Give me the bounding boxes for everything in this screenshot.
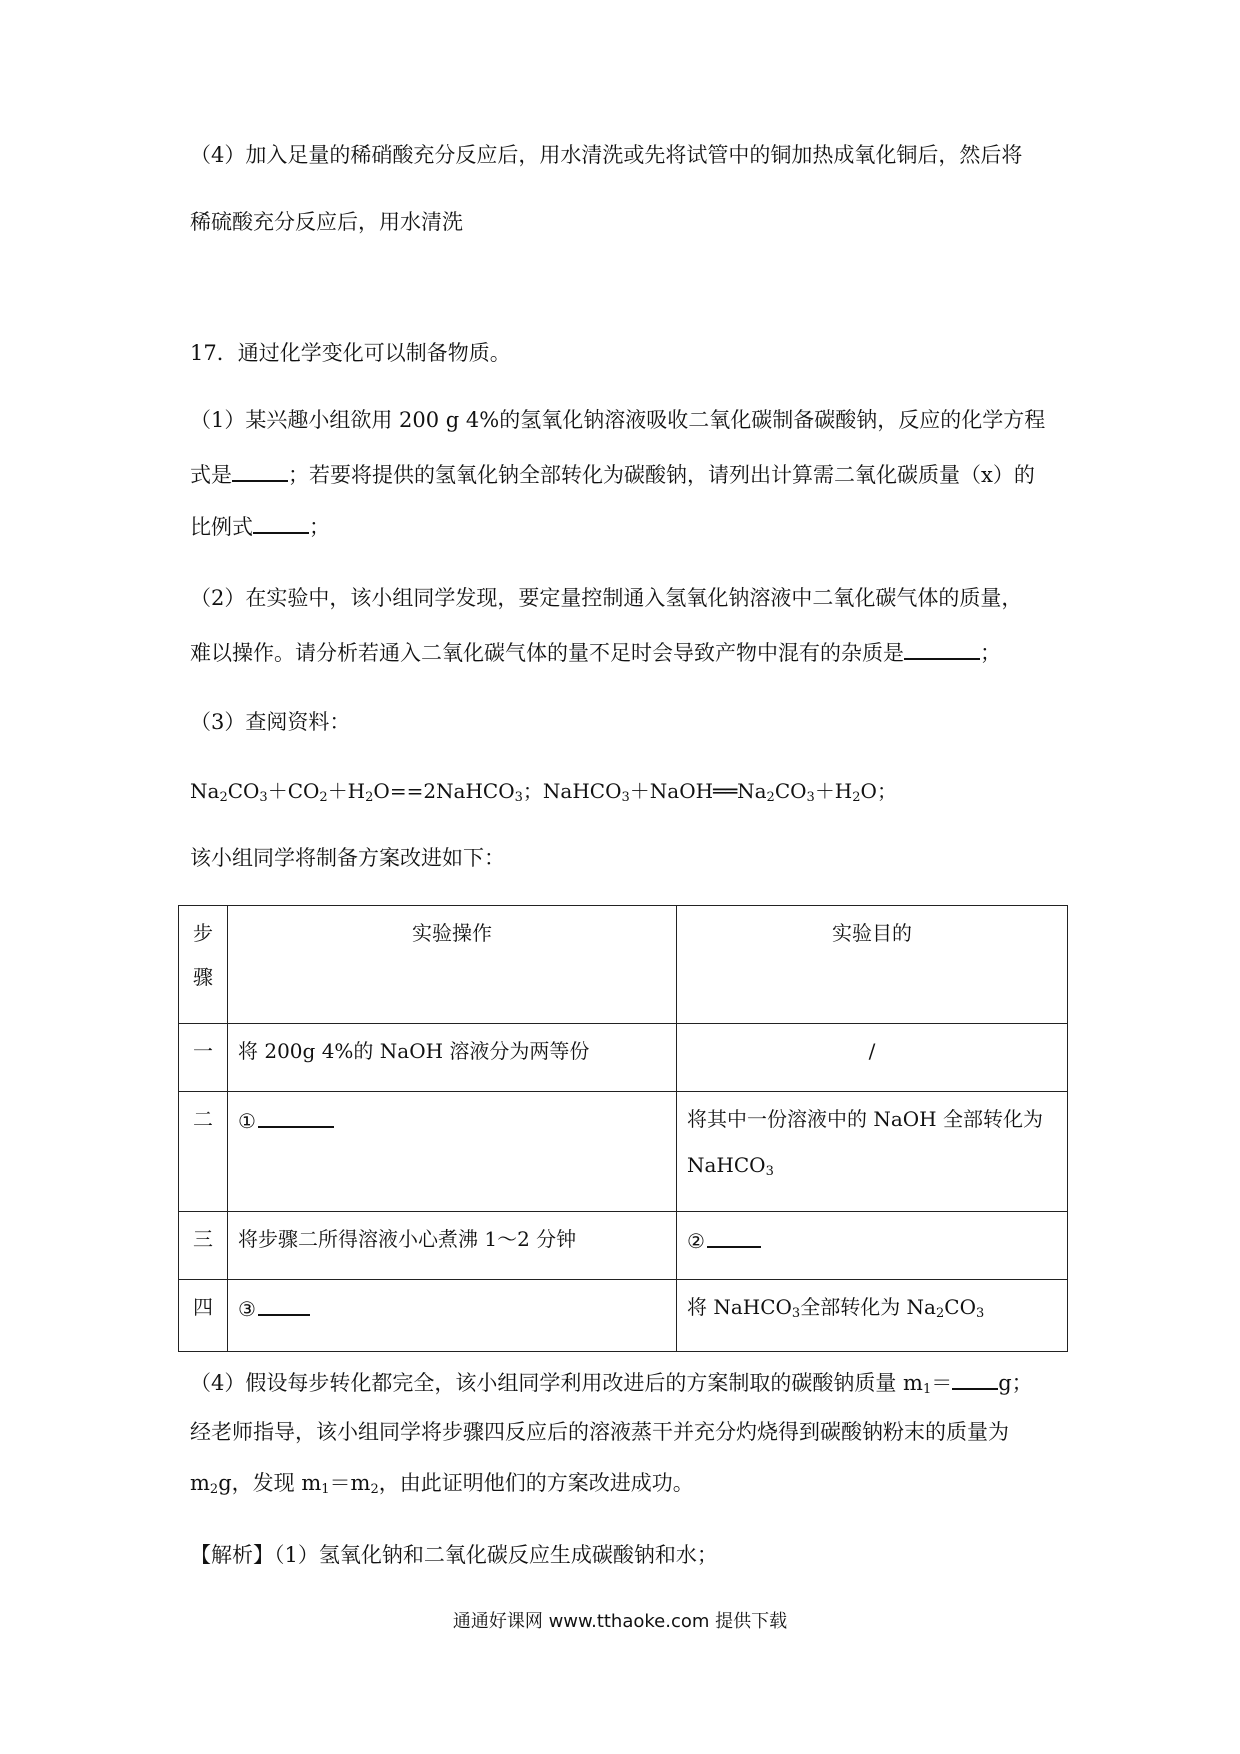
table-header-row [179,906,1068,1024]
header-step [179,906,228,1024]
eq-sub: 3 [806,790,815,805]
part4-text: （4）假设每步转化都完全，该小组同学利用改进后的方案制取的碳酸钠质量 m [190,1371,923,1395]
operation-cell [228,1092,677,1212]
answer-blank-ratio[interactable] [253,510,309,534]
part4-text: m [190,1471,210,1495]
goal-text: 全部转化为 Na [800,1295,936,1319]
blank-marker: ① [238,1109,256,1133]
part2-line2-b: ； [980,641,1001,665]
goal-cell: / [677,1024,1068,1092]
part1-line3 [190,510,330,542]
eq-text: ＋NaOH══Na [629,779,767,803]
eq-text: ＋H [814,779,853,803]
part1-line2-b: ；若要将提供的氢氧化钠全部转化为碳酸钠，请列出计算需二氧化碳质量（x）的 [288,463,1035,487]
header-operation: 实验操作 [228,906,677,1024]
eq-sub: 3 [259,790,268,805]
part4-line1 [190,1366,1033,1398]
part3-title: （3）查阅资料： [190,710,351,734]
goal-text: 将其中一份溶液中的 NaOH 全部转化为 [687,1107,1043,1131]
header-step-char: 步 [193,921,213,945]
analysis-line: 【解析】（1）氢氧化钠和二氧化碳反应生成碳酸钠和水； [190,1543,718,1567]
answer-blank-1[interactable] [258,1104,334,1128]
part4-sub: 2 [209,1482,219,1497]
part2-line2-a: 难以操作。请分析若通入二氧化碳气体的量不足时会导致产物中混有的杂质是 [190,641,904,665]
operation-cell: 将步骤二所得溶液小心煮沸 1～2 分钟 [228,1212,677,1280]
step-cell: 四 [179,1280,228,1352]
part4-line2: 经老师指导，该小组同学将步骤四反应后的溶液蒸干并充分灼烧得到碳酸钠粉末的质量为 [190,1420,1009,1444]
part1-line3-a: 比例式 [190,515,253,539]
formula-sub: 3 [791,1306,801,1321]
step-cell: 一 [179,1024,228,1092]
eq-sub: 2 [766,790,775,805]
table-row [179,1024,1068,1092]
header-step-char: 骤 [193,965,213,989]
eq-text: O； [860,779,897,803]
part1-line1: （1）某兴趣小组欲用 200 g 4%的氢氧化钠溶液吸收二氧化碳制备碳酸钠，反应的化学方程 [190,408,1046,432]
answer-blank-impurity[interactable] [904,636,980,660]
goal-cell [677,1280,1068,1352]
operation-cell [228,1280,677,1352]
answer-blank-equation[interactable] [232,458,288,482]
part4-sub: 2 [370,1482,379,1497]
eq-sub: 2 [852,790,861,805]
prev-answer-line2: 稀硫酸充分反应后，用水清洗 [190,210,463,234]
goal-cell [677,1212,1068,1280]
improve-intro: 该小组同学将制备方案改进如下： [190,846,505,870]
step-cell: 三 [179,1212,228,1280]
question-title: 17．通过化学变化可以制备物质。 [190,341,511,365]
formula-sub: 2 [935,1306,945,1321]
formula-sub: 3 [975,1306,985,1321]
goal-text: 将 NaHCO [687,1295,792,1319]
footer-watermark: 通通好课网 www.tthaoke.com 提供下载 [452,1611,788,1632]
header-goal: 实验目的 [677,906,1068,1024]
blank-marker: ② [687,1229,705,1253]
part4-sub: 1 [321,1482,330,1497]
part4-text: ＝m [329,1471,371,1495]
part1-line2 [190,458,1035,490]
eq-sub: 3 [621,790,630,805]
blank-marker: ③ [238,1297,256,1321]
answer-blank-3[interactable] [258,1292,310,1316]
goal-text-formula [687,1150,1057,1180]
eq-sub: 2 [365,790,374,805]
eq-text: O==2NaHCO [373,779,515,803]
part4-text: g，发现 m [218,1471,322,1495]
part1-line2-a: 式是 [190,463,232,487]
answer-blank-2[interactable] [707,1224,761,1248]
part4-text: ，由此证明他们的方案改进成功。 [378,1471,694,1495]
formula-sub: 3 [765,1164,774,1179]
prev-answer-line1: （4）加入足量的稀硝酸充分反应后，用水清洗或先将试管中的铜加热成氧化铜后，然后将 [190,143,1023,167]
goal-text: CO [944,1295,976,1319]
table-row [179,1212,1068,1280]
eq-text: Na [190,779,220,803]
part4-sub: 1 [922,1382,932,1397]
procedure-table [178,905,1068,1352]
part4-line3 [190,1468,694,1498]
reference-equations [190,776,897,806]
eq-text: ＋CO [267,779,320,803]
eq-text: ＋H [327,779,366,803]
answer-blank-mass[interactable] [952,1366,998,1390]
eq-sub: 2 [219,790,228,805]
table-row [179,1092,1068,1212]
step-cell: 二 [179,1092,228,1212]
goal-cell [677,1092,1068,1212]
part1-line3-b: ； [309,515,330,539]
eq-text: ；NaHCO [522,779,622,803]
formula-text: NaHCO [687,1153,766,1177]
eq-text: CO [227,779,260,803]
eq-sub: 3 [514,790,523,805]
part2-line1: （2）在实验中，该小组同学发现，要定量控制通入氢氧化钠溶液中二氧化碳气体的质量， [190,586,1023,610]
part4-text: g； [998,1371,1033,1395]
eq-text: CO [774,779,807,803]
operation-cell: 将 200g 4%的 NaOH 溶液分为两等份 [228,1024,677,1092]
part2-line2 [190,636,1001,668]
part4-text: ＝ [931,1371,953,1395]
eq-sub: 2 [319,790,328,805]
table-row [179,1280,1068,1352]
